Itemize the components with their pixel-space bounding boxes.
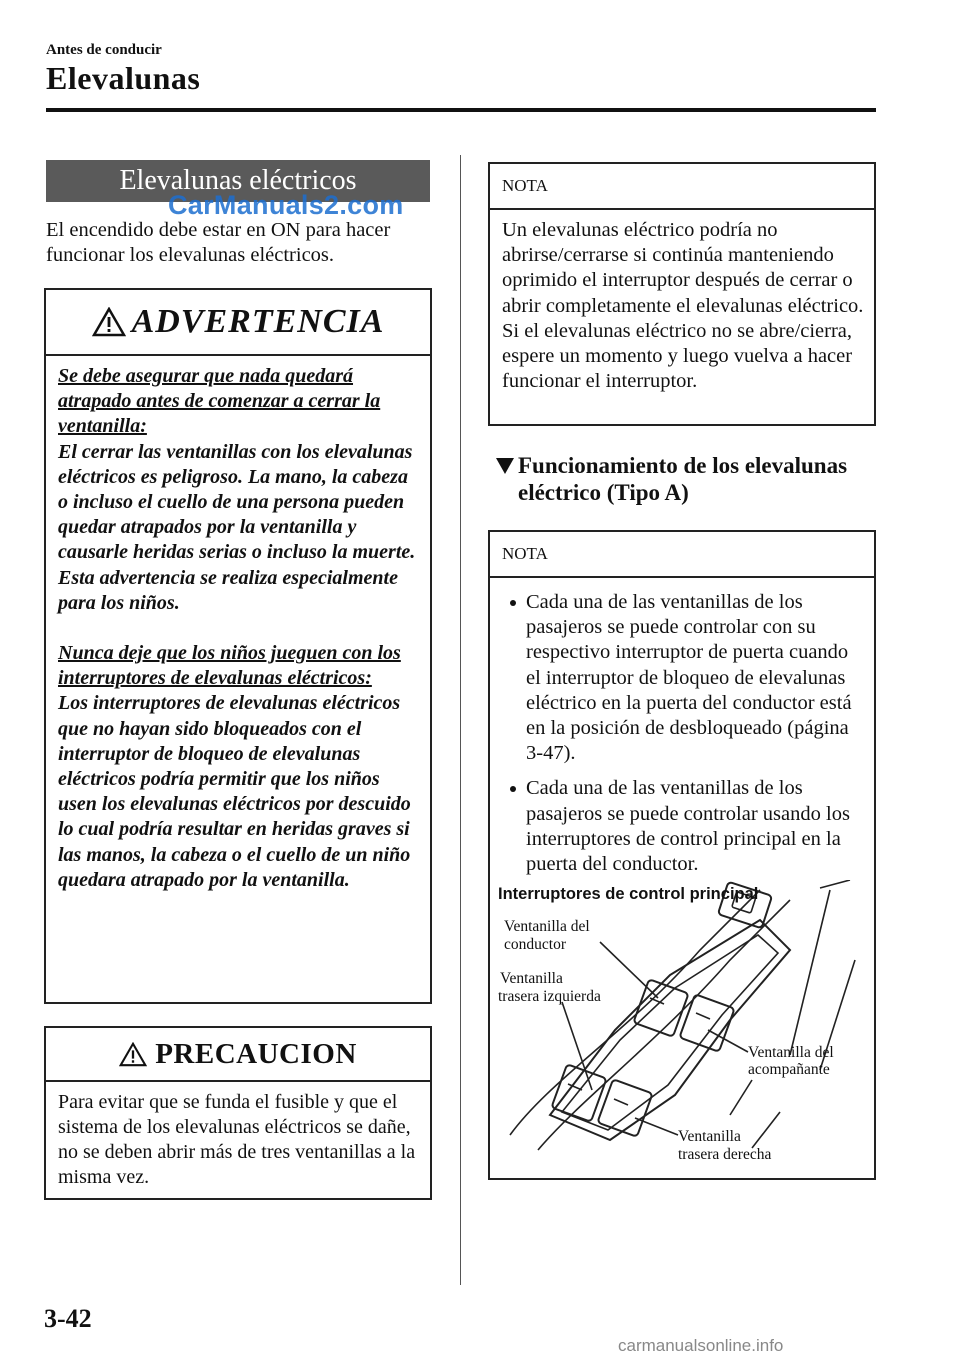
triangle-bullet-icon (496, 458, 514, 474)
label-line: conductor (504, 936, 566, 953)
subsection-heading (496, 452, 888, 506)
footer-site-name: carmanualsonline.info (618, 1336, 784, 1355)
label-rear-left-window (498, 970, 601, 1006)
warning-header (46, 290, 430, 356)
warning-triangle-icon (119, 1042, 147, 1067)
caution-title: PRECAUCION (155, 1037, 357, 1070)
list-item (502, 590, 864, 766)
page-number: 3-42 (44, 1304, 92, 1333)
header-rule (46, 108, 876, 112)
label-line: trasera derecha (678, 1146, 772, 1163)
caution-body: Para evitar que se funda el fusible y que el sistema de los elevalunas eléctricos se dañe, no se deben abrir más de tres ventanillas a la misma vez. (58, 1091, 416, 1188)
note-header: NOTA (490, 164, 874, 210)
warning-body (46, 356, 430, 903)
caution-box (44, 1026, 432, 1200)
label-driver-window (504, 918, 590, 954)
list-item-text: Cada una de las ventanillas de los pasajeros se puede controlar usando los interruptores de control principal en la puerta del conductor. (526, 777, 850, 876)
section-title-banner: Elevalunas eléctricos (46, 160, 430, 202)
label-line: Ventanilla (500, 970, 563, 987)
warning-heading-2: Nunca deje que los niños jueguen con los interruptores de elevalunas eléctricos: (58, 642, 401, 690)
running-header-section: Antes de conducir (46, 42, 162, 58)
note-body: Un elevalunas eléctrico podría no abrirse/cerrarse si continúa manteniendo oprimido el interruptor después de cerrar o abrir completamente el elevalunas eléctrico. Si el elevalunas eléctrico no se abre/cierra, espere un momento y luego vuelva a hacer funcionar el interruptor. (502, 219, 864, 393)
note-body (490, 578, 874, 893)
bullet-icon (510, 600, 516, 606)
subsection-heading-text: Funcionamiento de los elevalunas eléctrico (Tipo A) (518, 453, 848, 505)
label-line: Ventanilla (678, 1128, 741, 1145)
warning-heading-1: Se debe asegurar que nada quedará atrapado antes de comenzar a cerrar la ventanilla: (58, 365, 381, 438)
label-passenger-window (748, 1044, 834, 1077)
label-line: trasera izquierda (498, 988, 601, 1005)
column-divider (460, 155, 461, 1285)
bullet-icon (510, 786, 516, 792)
warning-box (44, 288, 432, 1004)
note-header: NOTA (490, 532, 874, 578)
warning-title: ADVERTENCIA (131, 303, 385, 340)
caution-header (46, 1028, 430, 1082)
list-item (502, 776, 864, 877)
list-item-text: Cada una de las ventanillas de los pasajeros se puede controlar con su respectivo interruptor de puerta cuando el interruptor de bloqueo de elevalunas eléctrico en la puerta del conductor está en la posición de desbloqueado (página 3-47). (526, 591, 852, 765)
label-line: acompañante (748, 1061, 830, 1078)
label-line: Ventanilla del (748, 1044, 834, 1061)
warning-triangle-icon (92, 307, 126, 337)
figure-title: Interruptores de control principal (498, 885, 759, 903)
intro-paragraph: El encendido debe estar en ON para hacer funcionar los elevalunas eléctricos. (46, 219, 391, 266)
window-switch-figure (490, 880, 874, 1178)
note-box-1 (488, 162, 876, 426)
label-line: Ventanilla del (504, 918, 590, 935)
label-rear-right-window (678, 1128, 771, 1164)
watermark-logo: CarManuals2.com (168, 190, 404, 220)
warning-text-1: El cerrar las ventanillas con los elevalunas eléctricos es peligroso. La mano, la cabeza o incluso el cuello de una persona pueden quedar atrapados por la ventanilla y causarle heridas serias o incluso la muerte. Esta advertencia se realiza especialmente para los niños. (58, 440, 416, 614)
warning-text-2: Los interruptores de elevalunas eléctricos que no hayan sido bloqueados con el interruptor de bloqueo de elevalunas eléctricos podría permitir que los niños usen los elevalunas eléctricos por descuido lo cual podría resultar en heridas graves si las manos, la cabeza o el cuello de un niño quedara atrapado por la ventanilla. (58, 692, 411, 891)
running-header-title: Elevalunas (46, 60, 201, 96)
